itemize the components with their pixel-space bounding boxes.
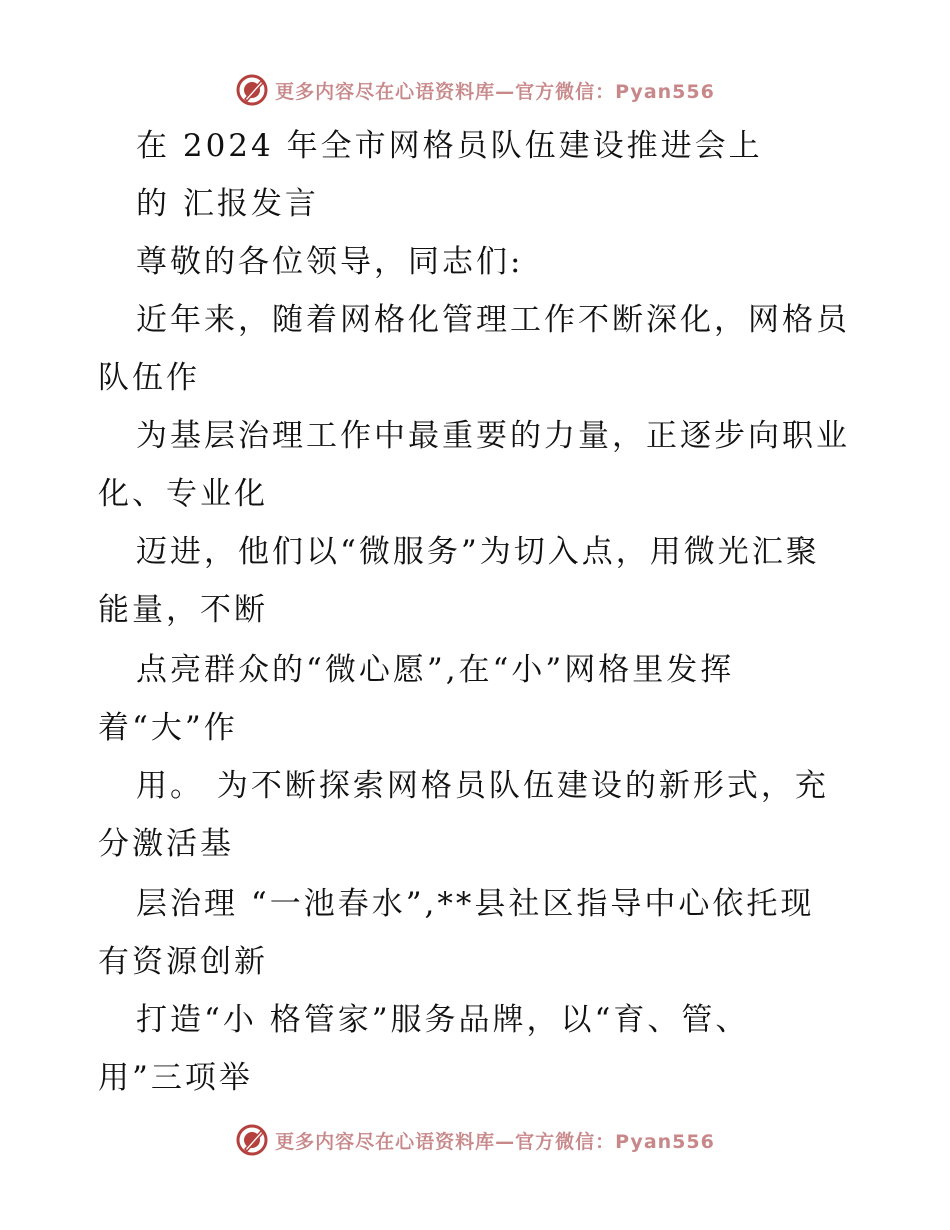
text-line: 队伍作 [98, 360, 200, 396]
text-line: 用”三项举 [98, 1060, 253, 1096]
text-line: 近年来，随着网格化管理工作不断深化，网格员 [136, 302, 850, 338]
text-line: 能量，不断 [98, 592, 268, 628]
text-line: 为基层治理工作中最重要的力量，正逐步向职业 [136, 418, 850, 454]
text-line: 着“大”作 [98, 710, 238, 746]
text-line: 分激活基 [98, 826, 234, 862]
text-line: 尊敬的各位领导，同志们: [136, 244, 524, 280]
text-line: 迈进，他们以“微服务”为切入点，用微光汇聚 [136, 534, 820, 570]
text-line: 打造“小 格管家”服务品牌，以“育、管、 [136, 1002, 750, 1038]
text-line: 有资源创新 [98, 944, 268, 980]
text-line: 在 2024 年全市网格员队伍建设推进会上 [136, 128, 763, 164]
text-line: 的 汇报发言 [136, 186, 319, 222]
pen-seal-icon [235, 1123, 269, 1157]
watermark-text: 更多内容尽在心语资料库—官方微信：Pyan556 [275, 80, 715, 103]
text-line: 用。 为不断探索网格员队伍建设的新形式，充 [136, 768, 829, 804]
text-line: 层治理 “一池春水”,**县社区指导中心依托现 [136, 886, 815, 922]
text-line: 点亮群众的“微心愿”,在“小”网格里发挥 [136, 652, 735, 688]
watermark-text: 更多内容尽在心语资料库—官方微信：Pyan556 [275, 1130, 715, 1153]
footer-watermark [0, 1120, 950, 1160]
text-line: 化、专业化 [98, 476, 268, 512]
